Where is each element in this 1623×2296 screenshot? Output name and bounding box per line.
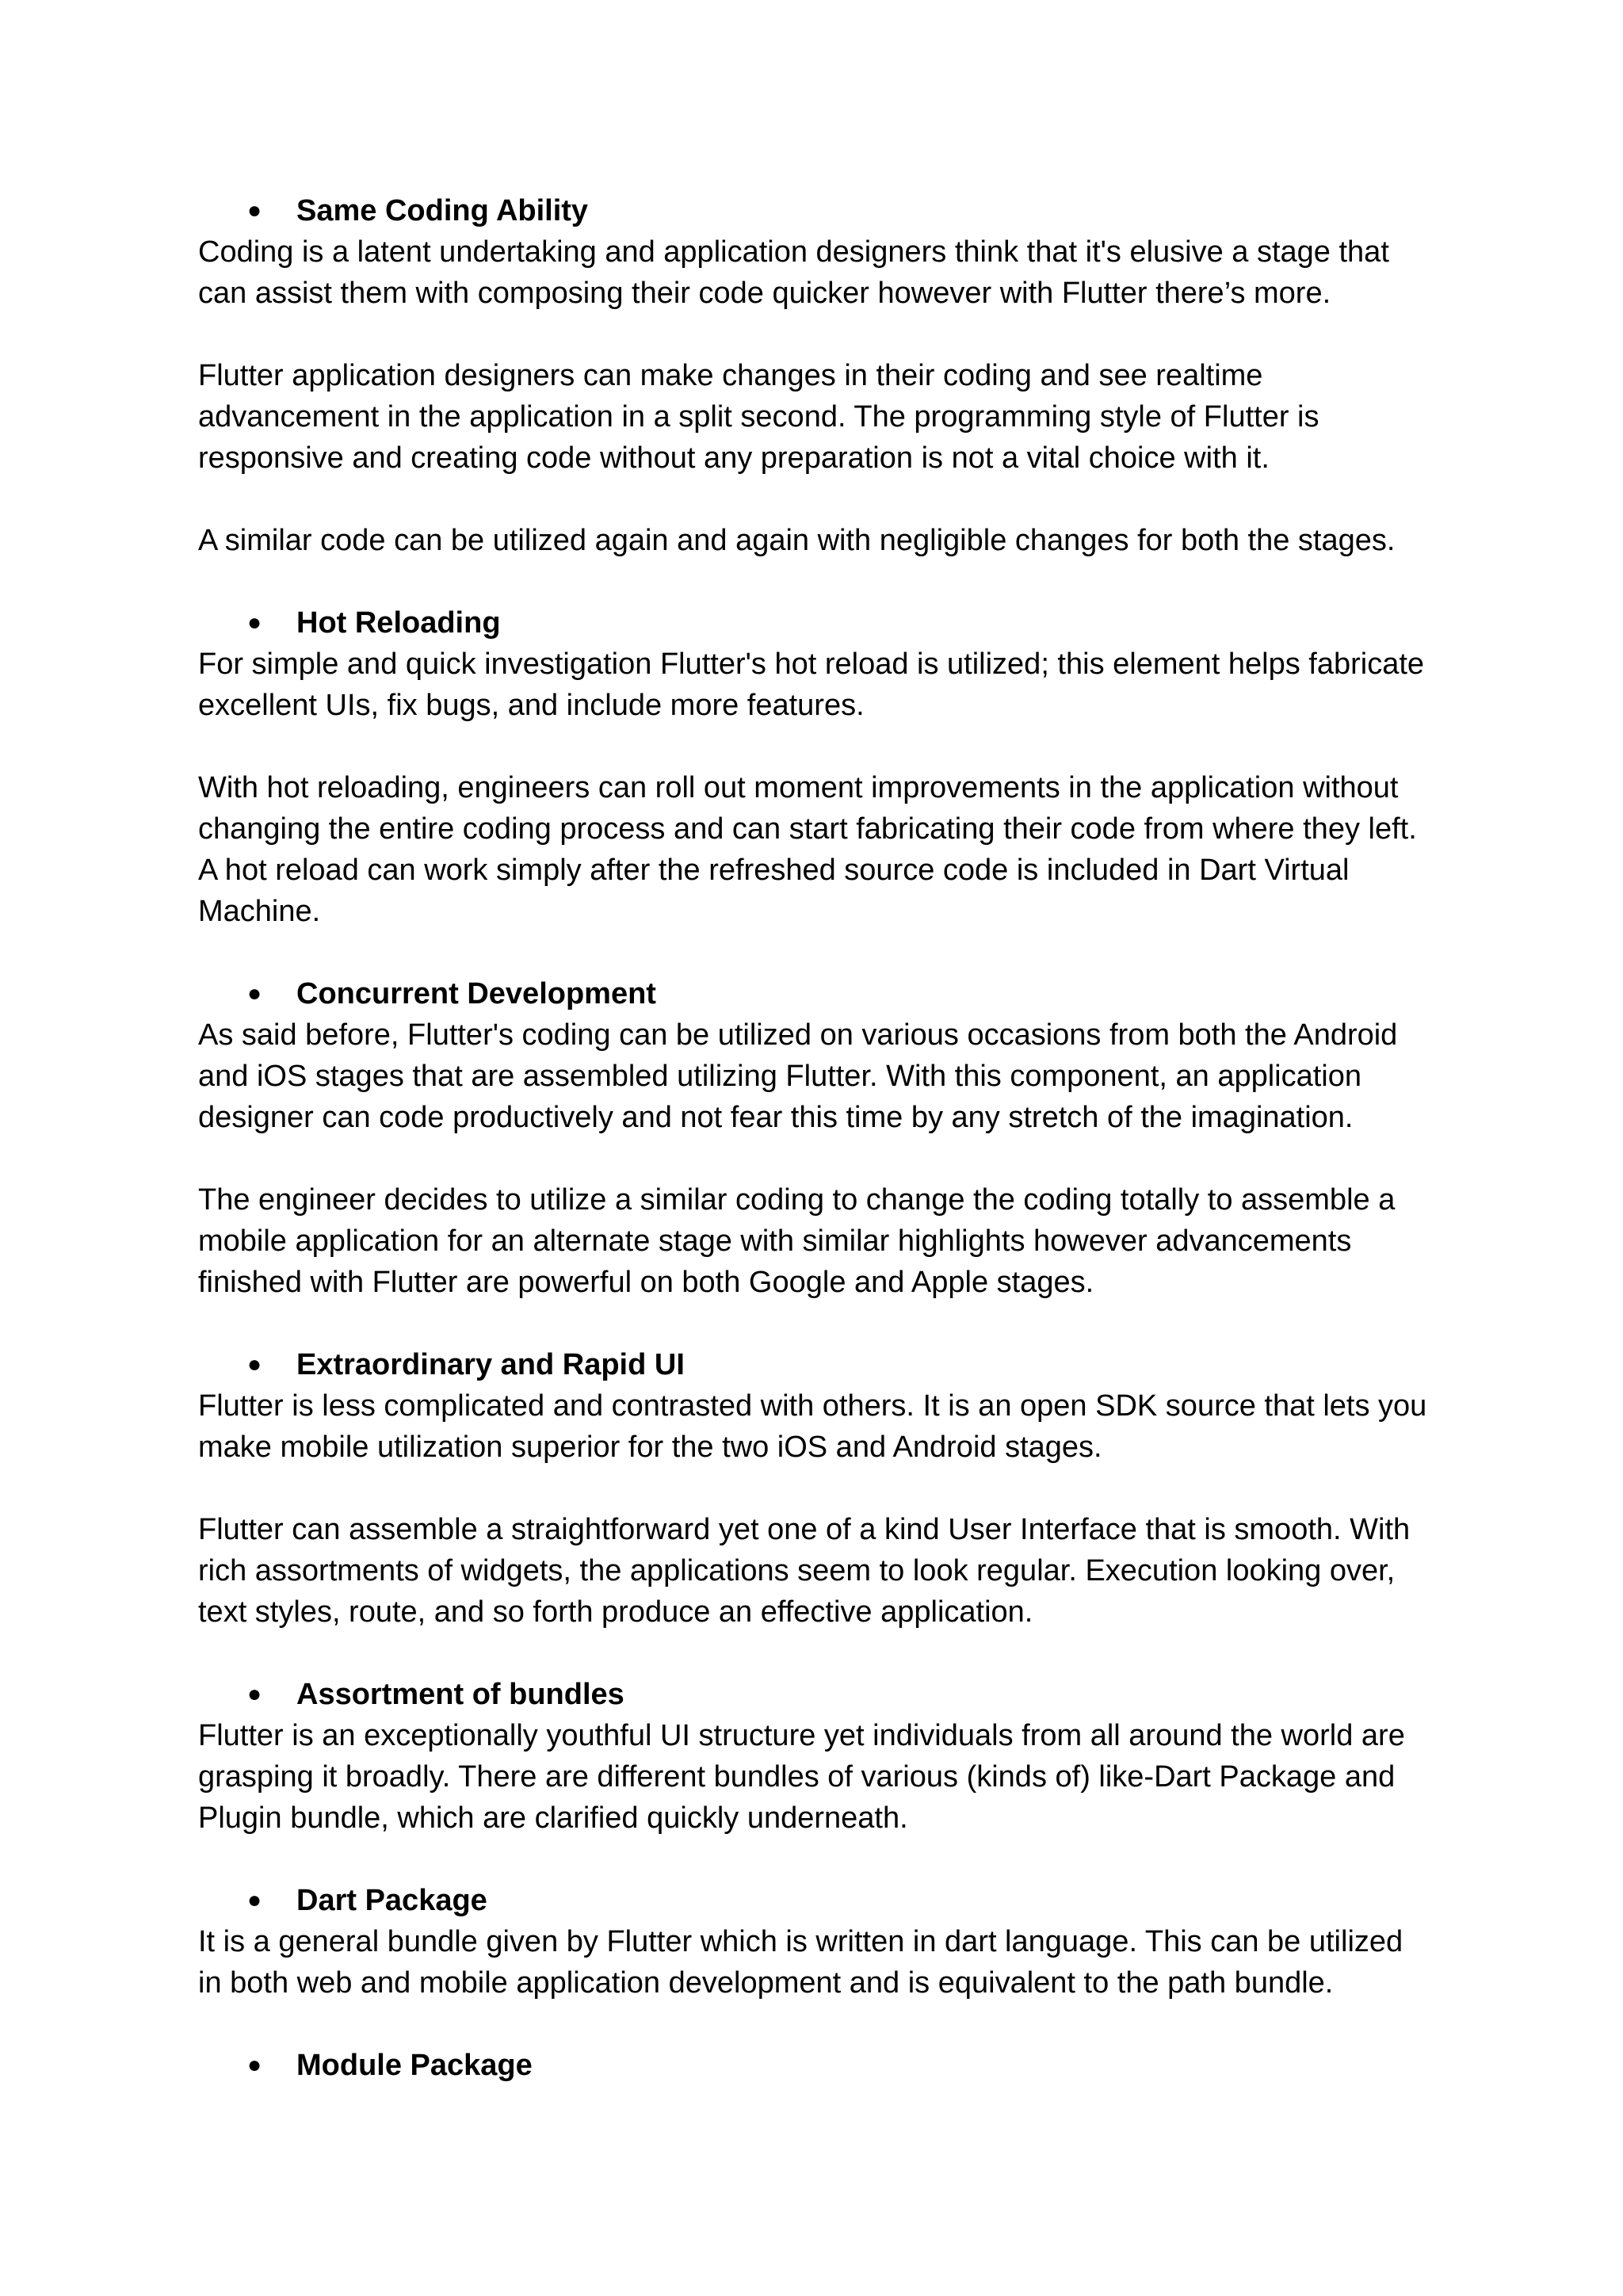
document-page: [198, 190, 1466, 2086]
section-heading: [198, 973, 1466, 1014]
paragraph: [198, 1385, 1466, 1468]
paragraph-line: changing the entire coding process and can start fabricating their code from where they left.: [198, 812, 1417, 846]
paragraph-line: For simple and quick investigation Flutter's hot reload is utilized; this element helps fabricate: [198, 648, 1425, 681]
paragraph-line: make mobile utilization superior for the two iOS and Android stages.: [198, 1431, 1102, 1464]
paragraph-line: in both web and mobile application development and is equivalent to the path bundle.: [198, 1966, 1334, 2000]
paragraph-line: Flutter is less complicated and contrasted with others. It is an open SDK source that lets you: [198, 1389, 1427, 1423]
paragraph-line: With hot reloading, engineers can roll out moment improvements in the application without: [198, 771, 1399, 804]
paragraph: [198, 1715, 1466, 1839]
section-heading-text: Extraordinary and Rapid UI: [296, 1348, 685, 1381]
section-heading-text: Assortment of bundles: [296, 1678, 624, 1711]
paragraph-line: excellent UIs, fix bugs, and include more features.: [198, 689, 865, 722]
bullet-icon: ●: [247, 1887, 262, 1913]
paragraph: [198, 767, 1466, 932]
paragraph: [198, 1509, 1466, 1633]
paragraph-line: rich assortments of widgets, the applications seem to look regular. Execution looking over,: [198, 1554, 1396, 1587]
section-spacer: [198, 1839, 1466, 1880]
paragraph-line: A similar code can be utilized again and again with negligible changes for both the stages.: [198, 524, 1396, 557]
section-heading-text: Dart Package: [296, 1884, 487, 1917]
paragraph-line: grasping it broadly. There are different bundles of various (kinds of) like-Dart Package and: [198, 1760, 1396, 1794]
section-heading: [198, 190, 1466, 231]
section-heading: [198, 2045, 1466, 2086]
paragraph-line: As said before, Flutter's coding can be utilized on various occasions from both the Android: [198, 1018, 1398, 1052]
section-heading-text: Module Package: [296, 2049, 533, 2082]
paragraph-line: Flutter can assemble a straightforward yet one of a kind User Interface that is smooth. With: [198, 1513, 1411, 1546]
paragraph: [198, 231, 1466, 314]
paragraph-line: responsive and creating code without any preparation is not a vital choice with it.: [198, 441, 1270, 475]
paragraph-line: The engineer decides to utilize a similar coding to change the coding totally to assemble a: [198, 1183, 1396, 1217]
paragraph-line: Plugin bundle, which are clarified quickly underneath.: [198, 1801, 908, 1835]
bullet-icon: ●: [247, 609, 262, 636]
section-spacer: [198, 1633, 1466, 1674]
paragraph-line: text styles, route, and so forth produce an effective application.: [198, 1595, 1033, 1629]
paragraph-line: It is a general bundle given by Flutter which is written in dart language. This can be utilized: [198, 1925, 1403, 1958]
section-heading-text: Hot Reloading: [296, 606, 501, 640]
paragraph: [198, 1014, 1466, 1138]
paragraph-spacer: [198, 726, 1466, 767]
paragraph-line: A hot reload can work simply after the refreshed source code is included in Dart Virtual: [198, 854, 1350, 887]
section-spacer: [198, 2004, 1466, 2045]
paragraph-line: can assist them with composing their code quicker however with Flutter there’s more.: [198, 277, 1331, 310]
paragraph: [198, 1921, 1466, 2004]
paragraph-line: Coding is a latent undertaking and application designers think that it's elusive a stage that: [198, 235, 1389, 269]
section-heading: [198, 1344, 1466, 1385]
paragraph-line: Flutter application designers can make changes in their coding and see realtime: [198, 359, 1263, 392]
section-heading: [198, 602, 1466, 644]
section-spacer: [198, 561, 1466, 602]
paragraph: [198, 1179, 1466, 1303]
paragraph-line: Flutter is an exceptionally youthful UI structure yet individuals from all around the world are: [198, 1719, 1405, 1752]
bullet-icon: ●: [247, 197, 262, 223]
bullet-icon: ●: [247, 980, 262, 1007]
paragraph-line: Machine.: [198, 895, 321, 928]
paragraph-line: designer can code productively and not fear this time by any stretch of the imagination.: [198, 1101, 1354, 1134]
section-heading: [198, 1880, 1466, 1921]
paragraph: [198, 644, 1466, 726]
paragraph: [198, 520, 1466, 561]
paragraph-line: and iOS stages that are assembled utilizing Flutter. With this component, an application: [198, 1060, 1362, 1093]
paragraph-line: mobile application for an alternate stage with similar highlights however advancements: [198, 1224, 1352, 1258]
bullet-icon: ●: [247, 2052, 262, 2078]
section-spacer: [198, 1303, 1466, 1344]
paragraph-spacer: [198, 1138, 1466, 1179]
section-heading-text: Same Coding Ability: [296, 194, 589, 227]
section-heading: [198, 1674, 1466, 1715]
paragraph: [198, 355, 1466, 479]
paragraph-line: advancement in the application in a split second. The programming style of Flutter is: [198, 400, 1319, 434]
bullet-icon: ●: [247, 1681, 262, 1707]
section-spacer: [198, 932, 1466, 973]
bullet-icon: ●: [247, 1351, 262, 1377]
paragraph-spacer: [198, 1468, 1466, 1509]
paragraph-spacer: [198, 314, 1466, 355]
paragraph-line: finished with Flutter are powerful on both Google and Apple stages.: [198, 1266, 1094, 1299]
section-heading-text: Concurrent Development: [296, 977, 656, 1010]
paragraph-spacer: [198, 479, 1466, 520]
